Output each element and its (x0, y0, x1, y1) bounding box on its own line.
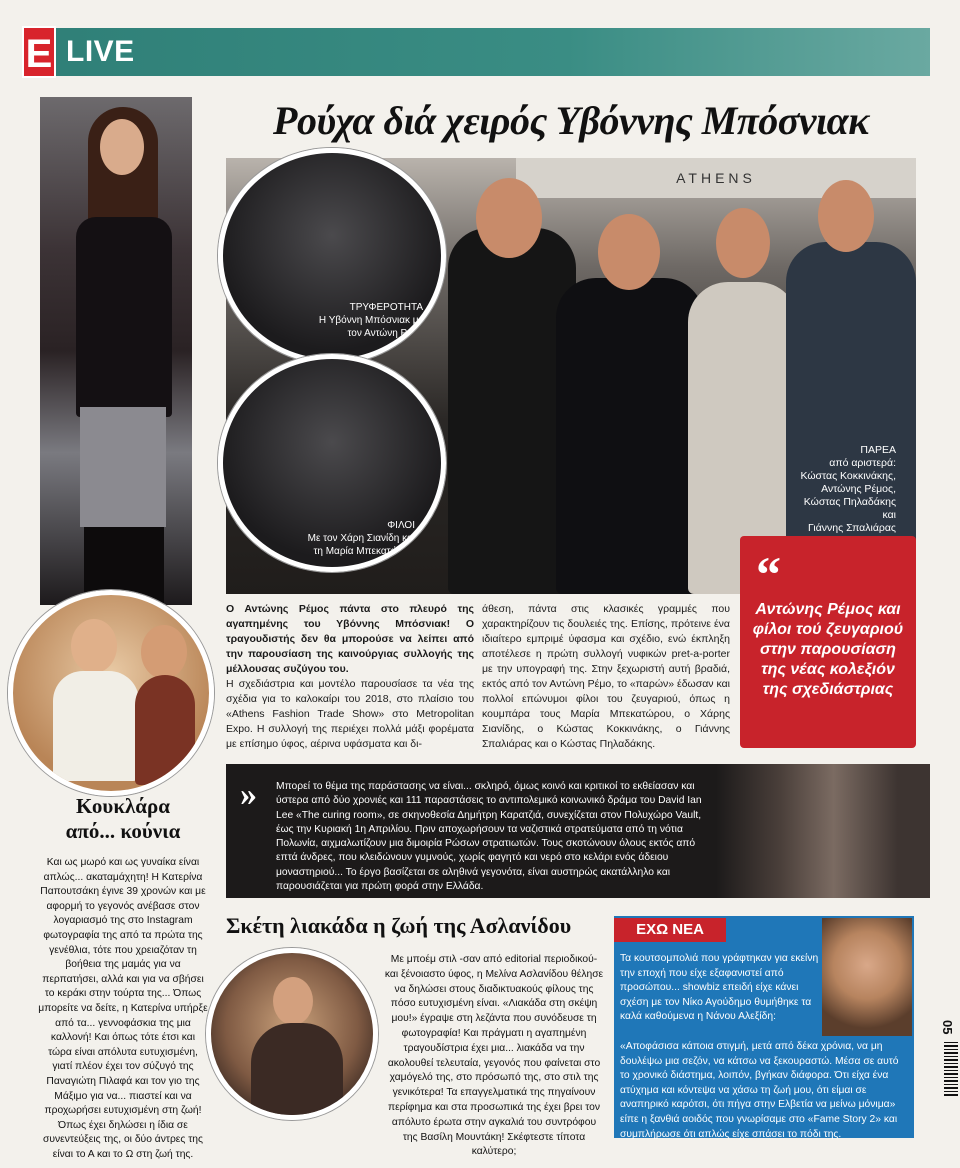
aslanidou-title: Σκέτη λιακάδα η ζωή της Ασλανίδου (226, 913, 572, 938)
article-paragraph: άθεση, πάντα στις κλασικές γραμμές που χαρακτηρίζουν τις δουλειές της. Επίσης, πρότεινε ένα ιδιαίτερο εμπριμέ ύφασμα και σχέδιο, ενώ έκπληξη αποτέλεσε η πρώτη συλλογή νυφικών pret-a-porter με την υπογραφή της. Στην ξεχωριστή αυτή βραδιά, εκτός από τον Αντώνη Ρέμο, το «παρών» έδωσαν και πολλοί επώνυμοι φίλοι του ζευγαριού, όπως η κουμπάρα τους Μαρία Μπεκατώρου, ο Χάρης Σιανίδης, ο Κώστας Κοκκινάκης, ο Γιάννης Σπαλιάρας και ο Κώστας Πηλαδάκης. (482, 603, 730, 750)
photo-backdrop-banner: ATHENS (516, 158, 916, 198)
caption-line: Κώστας Πηλαδάκης και (803, 496, 896, 521)
title-line: Κουκλάρα (76, 794, 170, 818)
main-headline: Ρούχα διά χειρός Υβόννης Μπόσνιακ (273, 98, 869, 143)
left-column-photo (40, 97, 192, 605)
title-line: από... κούνια (65, 819, 181, 843)
article-column-1 (226, 602, 474, 752)
news-box-label: ΕΧΩ ΝΕΑ (614, 918, 726, 942)
double-chevron-icon: » (240, 776, 257, 813)
news-box-text-top: Τα κουτσομπολιά που γράφτηκαν για εκείνη την εποχή που είχε εξαφανιστεί από προσώπου... showbiz επειδή είχε κάνει σχέση με τον Νίκο Αγούδημο θυμήθηκε τα καλά καθούμενα η Νάνου Αλεξίδη: (620, 953, 819, 1023)
caption-heading: ΠΑΡΕΑ (860, 444, 896, 456)
kouklara-text: Και ως μωρό και ως γυναίκα είναι απλώς... ακαταμάχητη! Η Κατερίνα Παπουτσάκη έγινε 39 χρονών και με αφορμή το γεγονός ανέβασε στον λογαριασμό της στο Instagram φωτογραφία της από τα πρώτα της γενέθλια, τότε που χρειαζόταν τη βοήθεια της μαμάς για να περπατήσει, αλλά και για να σβήσει το κεράκι στην τούρτα της... Όπως μπορείτε να δείτε, η Κατερίνα υπήρξε από τα... γεννοφάσκια της μια καλλονή! Και όπως τότε έτσι και τώρα είναι απόλυτα ευτυχισμένη, γιατί πλέον έχει τον σύζυγό της Παναγιώτη Πιλαφά και τον γιο της Μάξιμο για να... πιαστεί και να προχωρήσει ευτυχισμένη στη ζωή! Όπως έχει δηλώσει η ίδια σε συνεντεύξεις της, οι δύο άντρες της είναι το Α και το Ω στη ζωή της. (38, 857, 208, 1160)
caption-line: τη Μαρία Μπεκατώρου (313, 546, 415, 557)
news-box-photo (822, 918, 912, 1036)
caption-line: Κώστας Κοκκινάκης, (800, 470, 896, 482)
caption-line: Με τον Χάρη Σιανίδη και (307, 533, 415, 544)
section-header-band (22, 28, 930, 76)
pull-quote-box (740, 536, 916, 748)
caption-heading: ΦΙΛΟΙ (387, 520, 415, 531)
group-photo-caption (794, 444, 896, 535)
section-label: LIVE (66, 35, 135, 68)
caption-heading: ΤΡΥΦΕΡΟΤΗΤΑ (349, 302, 423, 313)
circle-photo-aslanidou (206, 948, 378, 1120)
circle-photo-friends (218, 354, 446, 572)
pull-quote-text: Αντώνης Ρέμος και φίλοι τού ζευγαριού στην παρουσίαση της νέας κολεξιόν της σχεδιάστριας (752, 601, 904, 698)
caption-line: Γιάννης Σπαλιάρας (808, 522, 896, 534)
article-column-2 (482, 602, 730, 752)
theatre-photo (716, 764, 930, 898)
aslanidou-text: Με μποέμ στιλ -σαν από editorial περιοδικού- και ξένοιαστο ύφος, η Μελίνα Ασλανίδου θέλησε να δηλώσει στους διαδικτυακούς φίλους της πόσο ευτυχισμένη είναι. «Λιακάδα στη σκέψη μου!» έγραψε στη λεζάντα που συνόδευσε τη φωτογραφία! Και πράγματι η αγαπημένη τραγουδίστρια έχει μια... λιακάδα να την ακολουθεί τελευταία, γεγονός που φαίνεται στο χαμόγελό της, στο πρόσωπό της, στο στιλ της γενικότερα! Τα επαγγελματικά της πηγαίνουν περίφημα και στα προσωπικά της έχει βρει τον απόλυτο έρωτα στην αγκαλιά του συντρόφου της Βασίλη Μουντάκη! Σκέφτεστε τίποτα καλύτερο; (384, 954, 604, 1158)
page-number: 05 (940, 1020, 955, 1035)
circle-photo-couple (218, 148, 446, 364)
article-paragraph: Η σχεδιάστρια και μοντέλο παρουσίασε τα νέα της σχέδια για το καλοκαίρι του 2018, στο πλαίσιο του «Athens Fashion Trade Show» στο Metropolitan Expo. Η συλλογή της περιέχει πολλά μάξι φορέματα με επίσημο ύφος, αέρινα υφάσματα και δι- (226, 678, 474, 750)
caption-line: από αριστερά: (829, 457, 896, 469)
quote-mark-icon: “ (756, 546, 781, 602)
article-lead: Ο Αντώνης Ρέμος πάντα στο πλευρό της αγαπημένης του Υβόννης Μπόσνιακ! Ο τραγουδιστής δεν θα μπορούσε να λείπει από την παρουσίαση της καινούργιας συλλογής της μέλλουσας συζύγου του. (226, 603, 474, 675)
theatre-box (226, 764, 930, 898)
e-logo: E (22, 26, 56, 78)
caption-line: τον Αντώνη Ρέμο (347, 328, 423, 339)
theatre-text: Μπορεί το θέμα της παράστασης να είναι... σκληρό, όμως κοινό και κριτικοί το εκθείασαν και ύστερα από δύο χρονιές και 111 παραστάσεις το αντιπολεμικό κοινωνικό δράμα του David Ian Lee «The curing room», σε σκηνοθεσία Δημήτρη Καρατζιά, συνεχίζεται στον Πολυχώρο Vault, έως την Κυριακή 1η Απριλίου. Πριν αποχωρήσουν τα ναζιστικά στρατεύματα από τη νότια Πολωνία, αιχμαλωτίζουν μια διμοιρία Ρώσων στρατιωτών. Τους σκοτώνουν όλους εκτός από επτά άνδρες, που κλειδώνουν γυμνούς, χωρίς φαγητό και νερό στο κελάρι ενός άδειου μοναστηριού... Το έργο βασίζεται σε αληθινά γεγονότα, είναι αυστηρώς ακατάλληλο και παρουσιάζεται για πρώτη φορά στην Ελλάδα. (276, 781, 702, 893)
circle-photo-baby (8, 590, 214, 796)
caption-line: Αντώνης Ρέμος, (821, 483, 896, 495)
caption-line: Η Υβόννη Μπόσνιακ με (318, 315, 423, 326)
barcode-icon (944, 1040, 958, 1096)
kouklara-title (38, 794, 208, 844)
news-box-text-bottom: «Αποφάσισα κάποια στιγμή, μετά από δέκα χρόνια, να μη δουλέψω μια σεζόν, να κάτσω να ξεκουραστώ. Μέσα σε αυτό το χρονικό διάστημα, λοιπόν, βγήκαν διάφορα. Ότι είχα ένα ατύχημα και κόντεψα να χάσω τη ζωή μου, ότι είμαι σε αναπηρικό καρότσι, ότι πήγα στην Ελβετία να μείνω μόνιμα» είπε η ξανθιά αοιδός που γνωρίσαμε στο «Fame Story 2» και συμπλήρωσε ότι απλώς είχε σπάσει το πόδι της. (620, 1041, 899, 1140)
